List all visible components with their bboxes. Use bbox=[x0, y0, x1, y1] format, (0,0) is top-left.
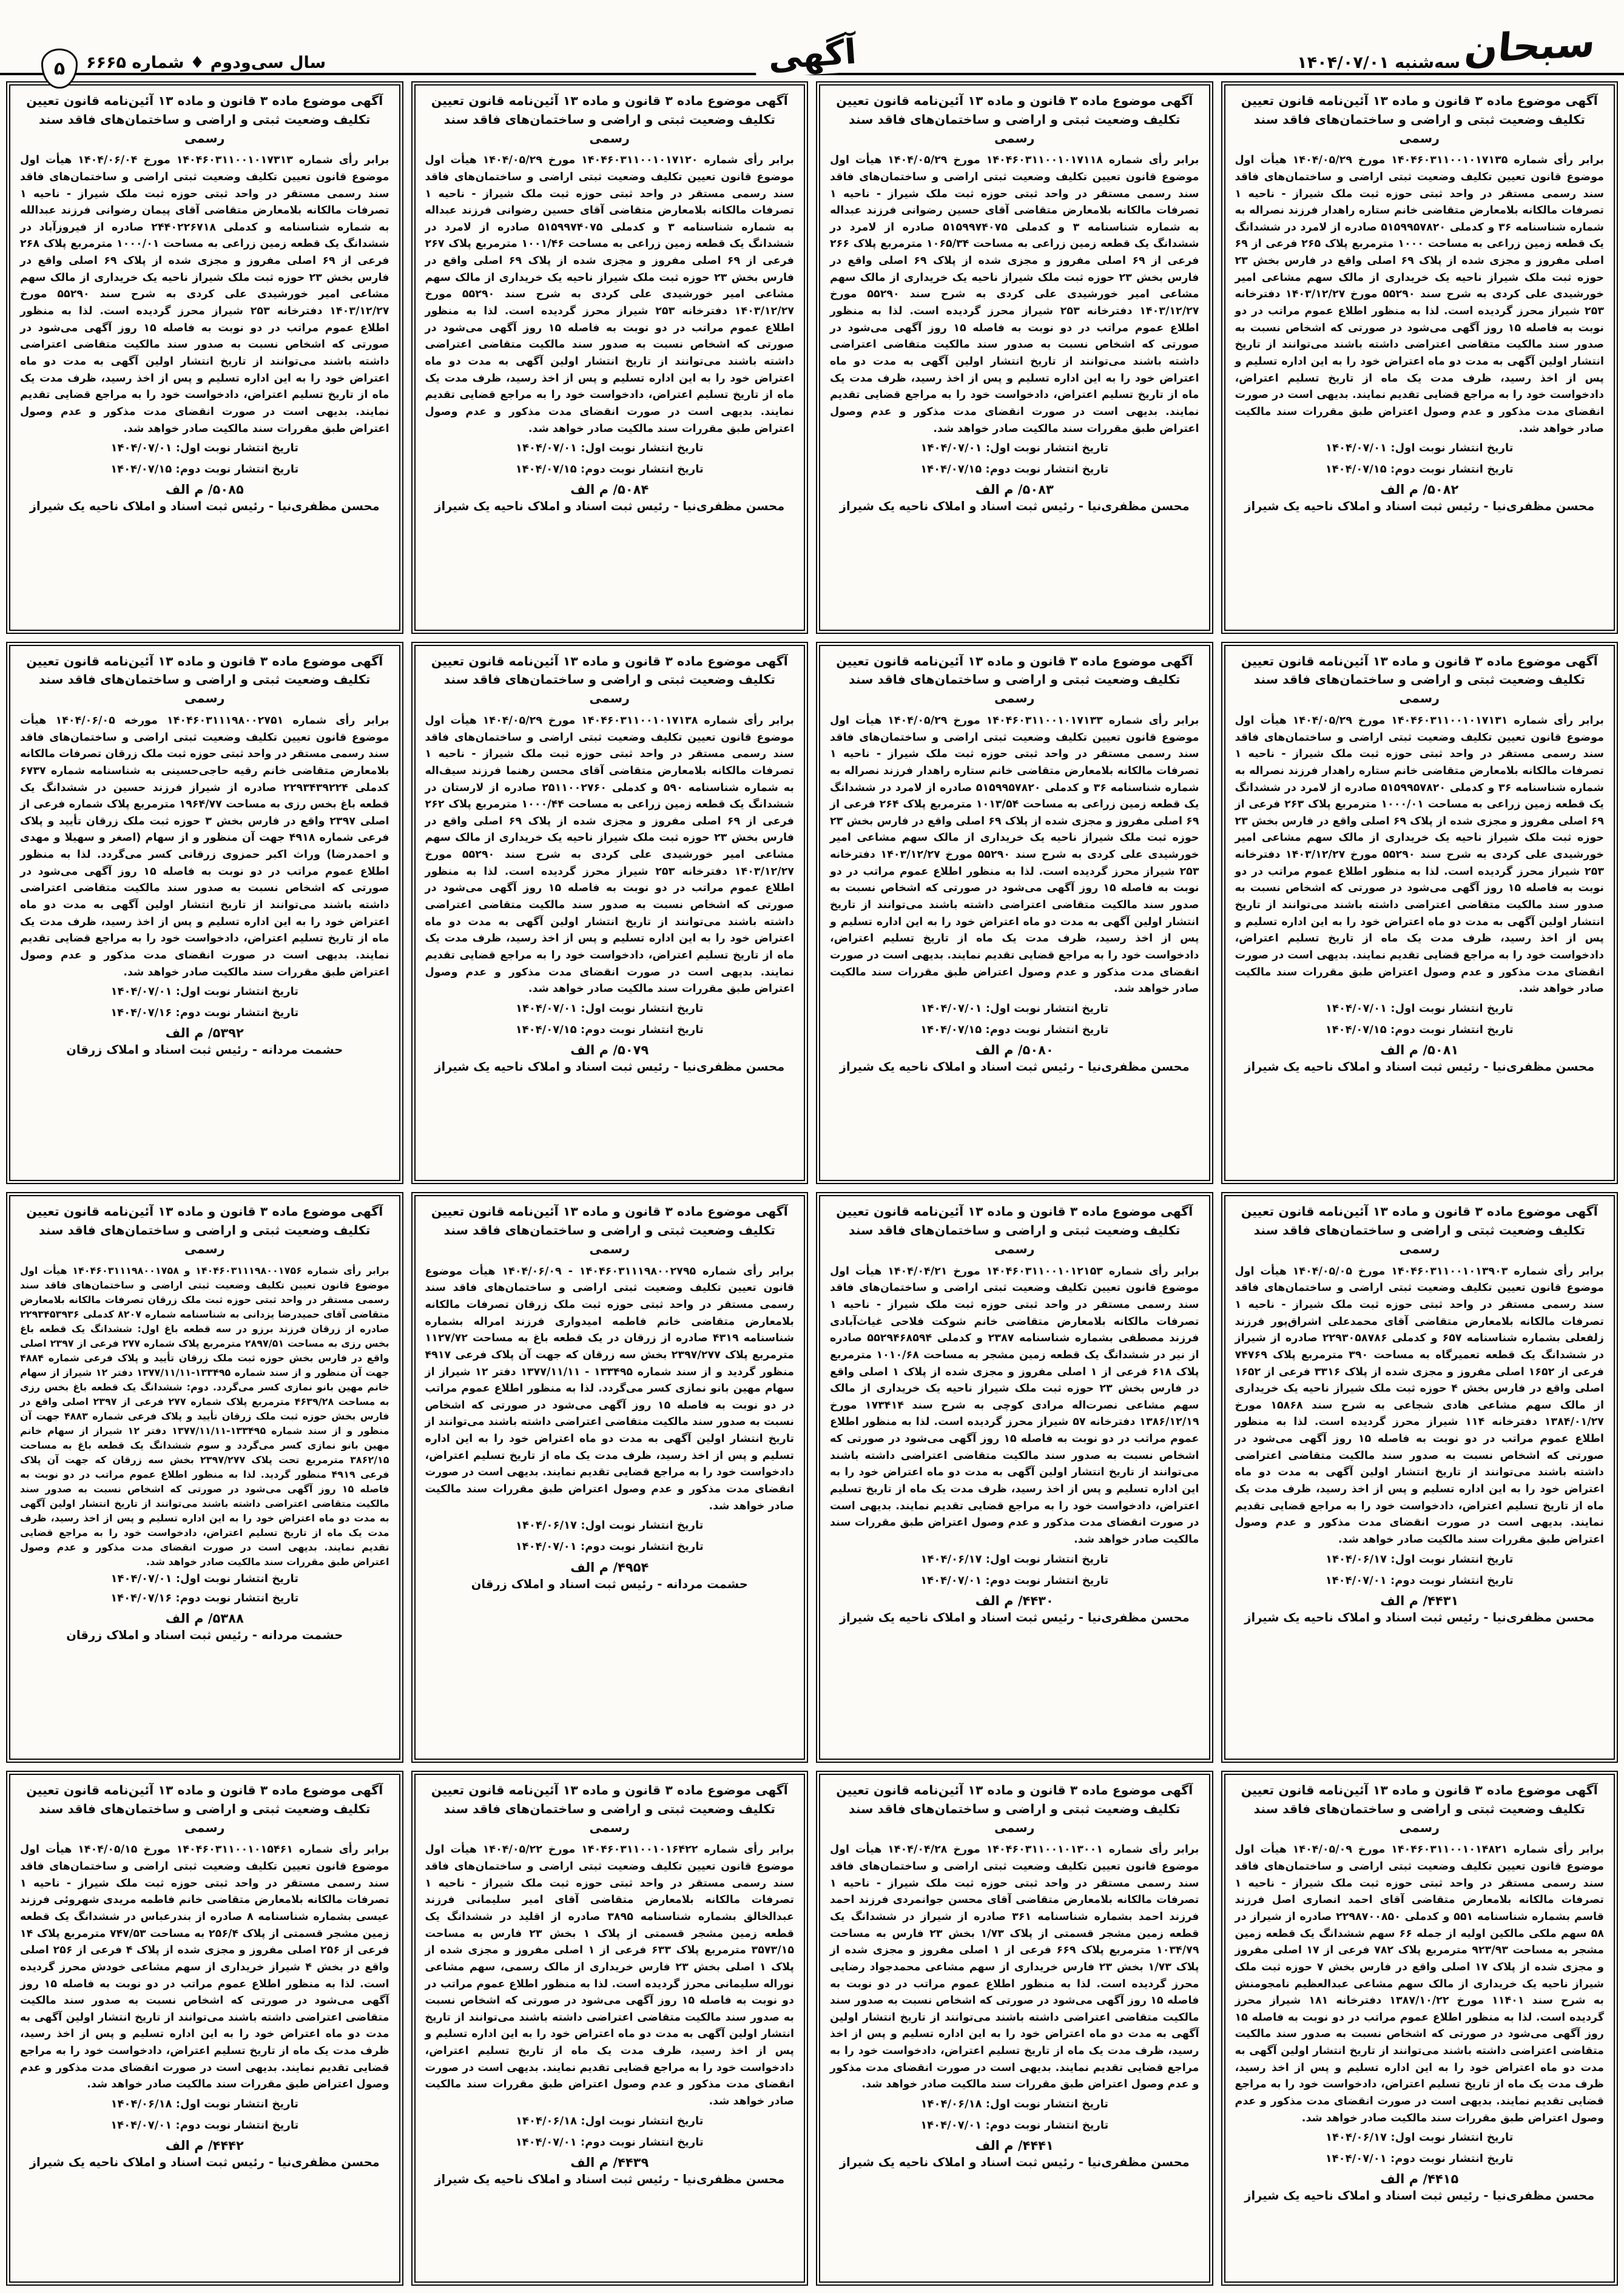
notice-title-line2: تکلیف وضعیت ثبتی و اراضی و ساختمان‌های فاقد سند رسمی bbox=[1253, 672, 1585, 706]
notice-title-line2: تکلیف وضعیت ثبتی و اراضی و ساختمان‌های فاقد سند رسمی bbox=[1253, 1223, 1585, 1256]
notice-title-line2: تکلیف وضعیت ثبتی و اراضی و ساختمان‌های فاقد سند رسمی bbox=[848, 112, 1181, 146]
legal-notice-11 bbox=[411, 1192, 809, 1763]
permit-number: ۴۴۳۰/ م الف bbox=[975, 1593, 1054, 1608]
permit-number: ۴۴۴۱/ م الف bbox=[975, 2138, 1054, 2153]
notice-body: برابر رأی شماره ۱۴۰۴۶۰۳۱۱۰۰۱۰۱۷۱۲۰ مورخ ۱۴۰۴/۰۵/۲۹ هیأت اول موضوع قانون تعیین تکلیف وضعیت ثبتی اراضی و ساختمان‌های فاقد سند رسمی مستقر در واحد ثبتی حوزه ثبت ملک شیراز - ناحیه ۱ تصرفات مالکانه بلامعارض متقاضی آقای حسین رضوانی فرزند عبداله به شماره شناسنامه ۳ و کدملی ۵۱۵۹۹۷۴۰۷۵ صادره از لامرد در ششدانگ یک قطعه زمین زراعی به مساحت ۱۰۰۱/۴۶ مترمربع پلاک ۲۶۷ فرعی از ۶۹ اصلی مفروز و مجزی شده از پلاک ۶۹ اصلی واقع در فارس بخش ۲۳ حوزه ثبت ملک شیراز ناحیه یک خریداری از مالک سهم مشاعی امیر خورشیدی علی کردی به شرح سند ۵۵۲۹۰ مورخ ۱۴۰۳/۱۲/۲۷ دفترخانه ۲۵۳ شیراز محرز گردیده است. لذا به منظور اطلاع عموم مراتب در دو نوبت به فاصله ۱۵ روز آگهی می‌شود در صورتی که اشخاص نسبت به صدور سند مالکیت متقاضی اعتراضی داشته باشند می‌توانند از تاریخ انتشار اولین آگهی به مدت دو ماه اعتراض خود را به این اداره تسلیم و پس از اخذ رسید، ظرف مدت یک ماه از تاریخ تسلیم اعتراض، دادخواست خود را به مراجع قضایی تقدیم نمایند. بدیهی است در صورت انقضای مدت مذکور و عدم وصول اعتراض طبق مقررات سند مالکیت صادر خواهد شد. bbox=[425, 154, 795, 435]
notice-title-line2: تکلیف وضعیت ثبتی و اراضی و ساختمان‌های فاقد سند رسمی bbox=[848, 672, 1181, 706]
notice-body: برابر رأی شماره ۱۴۰۴۶۰۳۱۱۰۰۱۰۱۷۱۳۸ مورخ ۱۴۰۴/۰۵/۲۹ هیأت اول موضوع قانون تعیین تکلیف وضعیت ثبتی اراضی و ساختمان‌های فاقد سند رسمی مستقر در واحد ثبتی حوزه ثبت ملک شیراز - ناحیه ۱ تصرفات مالکانه بلامعارض متقاضی آقای محسن رهنما فرزند سیف‌اله به شماره شناسنامه ۵۹۰ و کدملی ۲۵۱۱۰۰۲۷۶۰ صادره از لارستان در ششدانگ یک قطعه زمین زراعی به مساحت ۱۰۰۰/۴۴ مترمربع پلاک ۲۶۲ فرعی از ۶۹ اصلی مفروز و مجزی شده از پلاک ۶۹ اصلی واقع در فارس بخش ۲۳ حوزه ثبت ملک شیراز ناحیه یک خریداری از مالک سهم مشاعی امیر خورشیدی علی کردی به شرح سند ۵۵۲۹۰ مورخ ۱۴۰۳/۱۲/۲۷ دفترخانه ۲۵۳ شیراز محرز گردیده است. لذا به منظور اطلاع عموم مراتب در دو نوبت به فاصله ۱۵ روز آگهی می‌شود در صورتی که اشخاص نسبت به صدور سند مالکیت متقاضی اعتراضی داشته باشند می‌توانند از تاریخ انتشار اولین آگهی به مدت دو ماه اعتراض خود را به این اداره تسلیم و پس از اخذ رسید، ظرف مدت یک ماه از تاریخ تسلیم اعتراض، دادخواست خود را به مراجع قضایی تقدیم نمایند. بدیهی است در صورت انقضای مدت مذکور و عدم وصول اعتراض طبق مقررات سند مالکیت صادر خواهد شد. bbox=[425, 714, 795, 995]
second-publication-date: تاریخ انتشار نوبت دوم: ۱۴۰۴/۰۷/۱۶ bbox=[110, 1592, 299, 1605]
notice-title-line1: آگهی موضوع ماده ۳ قانون و ماده ۱۳ آئین‌نامه قانون تعیین bbox=[431, 653, 788, 668]
registrar-signature: محسن مظفری‌نیا - رئیس ثبت اسناد و املاک ناحیه یک شیراز bbox=[1244, 1610, 1595, 1625]
first-publication-date: تاریخ انتشار نوبت اول: ۱۴۰۴/۰۶/۱۸ bbox=[920, 2097, 1108, 2110]
permit-number: ۴۴۳۱/ م الف bbox=[1380, 1593, 1459, 1608]
notice-title-line2: تکلیف وضعیت ثبتی و اراضی و ساختمان‌های فاقد سند رسمی bbox=[38, 1223, 371, 1256]
registrar-signature: محسن مظفری‌نیا - رئیس ثبت اسناد و املاک ناحیه یک شیراز bbox=[1244, 1060, 1595, 1074]
first-publication-date: تاریخ انتشار نوبت اول: ۱۴۰۴/۰۷/۰۱ bbox=[110, 1572, 298, 1585]
registrar-signature: محسن مظفری‌نیا - رئیس ثبت اسناد و املاک ناحیه یک شیراز bbox=[839, 1060, 1190, 1074]
notice-title bbox=[830, 1202, 1199, 1258]
second-publication-date: تاریخ انتشار نوبت دوم: ۱۴۰۴/۰۷/۰۱ bbox=[920, 1574, 1109, 1587]
permit-number: ۴۴۱۵/ م الف bbox=[1380, 2172, 1459, 2187]
second-publication-date: تاریخ انتشار نوبت دوم: ۱۴۰۴/۰۷/۱۵ bbox=[515, 1023, 704, 1036]
notice-title-line2: تکلیف وضعیت ثبتی و اراضی و ساختمان‌های فاقد سند رسمی bbox=[38, 1801, 371, 1835]
notice-title-line1: آگهی موضوع ماده ۳ قانون و ماده ۱۳ آئین‌نامه قانون تعیین bbox=[431, 93, 788, 108]
registrar-signature: محسن مظفری‌نیا - رئیس ثبت اسناد و املاک ناحیه یک شیراز bbox=[29, 499, 380, 514]
legal-notice-15 bbox=[411, 1771, 809, 2286]
notice-body: برابر رأی شماره ۱۴۰۴۶۰۳۱۱۰۰۱۰۱۴۸۲۱ مورخ ۱۴۰۴/۰۵/۰۹ هیأت اول موضوع قانون تعیین تکلیف وضعیت ثبتی اراضی و ساختمان‌های فاقد سند رسمی مستقر در واحد ثبتی حوزه ثبت ملک شیراز - ناحیه ۱ تصرفات مالکانه بلامعارض متقاضی آقای احمد انصاری اصل فرزند قاسم بشماره شناسنامه ۵۵۱ و کدملی ۲۲۹۸۷۰۰۸۵۰ صادره از شیراز در ۵۸ سهم ملکی مالکین اولیه از جمله ۶۶ سهم ششدانگ یک قطعه زمین مشجر به مساحت ۹۲۳/۹۳ مترمربع پلاک ۷۸۲ فرعی از ۱۷ اصلی مفروز و مجزی شده از پلاک ۱۷ اصلی واقع در فارس بخش ۷ حوزه ثبت ملک شیراز ناحیه یک خریداری از مالک سهم مشاعی عبدالعظیم نامجومنش به شرح سند ۱۱۴۰۱ مورخ ۱۳۸۷/۱۰/۲۲ دفترخانه ۱۸۱ شیراز محرز گردیده است. لذا به منظور اطلاع عموم مراتب در دو نوبت به فاصله ۱۵ روز آگهی می‌شود در صورتی که اشخاص نسبت به صدور سند مالکیت متقاضی اعتراضی داشته باشند می‌توانند از تاریخ انتشار اولین آگهی به مدت دو ماه اعتراض خود را به این اداره تسلیم و پس از اخذ رسید، ظرف مدت یک ماه از تاریخ تسلیم اعتراض، دادخواست خود را به مراجع قضایی تقدیم نمایند. بدیهی است در صورت انقضای مدت مذکور و عدم وصول اعتراض طبق مقررات سند مالکیت صادر خواهد شد. bbox=[1235, 1843, 1605, 2124]
second-publication-date: تاریخ انتشار نوبت دوم: ۱۴۰۴/۰۷/۱۵ bbox=[1325, 463, 1514, 476]
registrar-signature: محسن مظفری‌نیا - رئیس ثبت اسناد و املاک ناحیه یک شیراز bbox=[839, 499, 1190, 514]
notice-body: برابر رأی شماره ۱۴۰۴۶۰۳۱۱۰۰۱۰۱۵۴۶۱ مورخ ۱۴۰۴/۰۵/۱۵ هیأت اول موضوع قانون تعیین تکلیف وضعیت ثبتی اراضی و ساختمان‌های فاقد سند رسمی مستقر در واحد ثبتی حوزه ثبت ملک شیراز - ناحیه ۱ تصرفات مالکانه بلامعارض متقاضی خانم فاطمه مریدی شهروئی فرزند عیسی بشماره شناسنامه ۸ صادره از بندرعباس در ششدانگ یک قطعه زمین مشجر قسمتی از پلاک ۲۵۶/۴ به مساحت ۷۴۷/۵۳ مترمربع پلاک ۱۴ فرعی از ۲۵۶ اصلی مفروز و مجزی شده از پلاک ۴ فرعی از ۲۵۶ اصلی واقع در بخش ۴ شیراز خریداری از سهم مشاعی خودش محرز گردیده است. لذا به منظور اطلاع عموم مراتب در دو نوبت به فاصله ۱۵ روز آگهی می‌شود در صورتی که اشخاص نسبت به صدور سند مالکیت متقاضی اعتراضی داشته باشند می‌توانند از تاریخ انتشار اولین آگهی به مدت دو ماه اعتراض خود را به این اداره تسلیم و پس از اخذ رسید، ظرف مدت یک ماه از تاریخ تسلیم اعتراض، دادخواست خود را به مراجع قضایی تقدیم نمایند. بدیهی است در صورت انقضای مدت مذکور و عدم وصول اعتراض طبق مقررات سند مالکیت صادر خواهد شد. bbox=[20, 1843, 389, 2091]
notice-body: برابر رأی شماره ۱۴۰۴۶۰۳۱۱۰۰۱۰۱۷۱۱۸ مورخ ۱۴۰۴/۰۵/۲۹ هیأت اول موضوع قانون تعیین تکلیف وضعیت ثبتی اراضی و ساختمان‌های فاقد سند رسمی مستقر در واحد ثبتی حوزه ثبت ملک شیراز - ناحیه ۱ تصرفات مالکانه بلامعارض متقاضی آقای حسین رضوانی فرزند عبداله به شماره شناسنامه ۳ و کدملی ۵۱۵۹۹۷۴۰۷۵ صادره از لامرد در ششدانگ یک قطعه زمین زراعی به مساحت ۱۰۶۵/۳۴ مترمربع پلاک ۲۶۶ فرعی از ۶۹ اصلی مفروز و مجزی شده از پلاک ۶۹ اصلی واقع در فارس بخش ۲۳ حوزه ثبت ملک شیراز ناحیه یک خریداری از مالک سهم مشاعی امیر خورشیدی علی کردی به شرح سند ۵۵۲۹۰ مورخ ۱۴۰۳/۱۲/۲۷ دفترخانه ۲۵۳ شیراز محرز گردیده است. لذا به منظور اطلاع عموم مراتب در دو نوبت به فاصله ۱۵ روز آگهی می‌شود در صورتی که اشخاص نسبت به صدور سند مالکیت متقاضی اعتراضی داشته باشند می‌توانند از تاریخ انتشار اولین آگهی به مدت دو ماه اعتراض خود را به این اداره تسلیم و پس از اخذ رسید، ظرف مدت یک ماه از تاریخ تسلیم اعتراض، دادخواست خود را به مراجع قضایی تقدیم نمایند. بدیهی است در صورت انقضای مدت مذکور و عدم وصول اعتراض طبق مقررات سند مالکیت صادر خواهد شد. bbox=[830, 154, 1199, 435]
notice-title-line1: آگهی موضوع ماده ۳ قانون و ماده ۱۳ آئین‌نامه قانون تعیین bbox=[1241, 1204, 1598, 1219]
legal-notice-16 bbox=[6, 1771, 403, 2286]
notice-title-line1: آگهی موضوع ماده ۳ قانون و ماده ۱۳ آئین‌نامه قانون تعیین bbox=[1241, 653, 1598, 668]
permit-number: ۵۰۸۵/ م الف bbox=[165, 482, 244, 497]
first-publication-date: تاریخ انتشار نوبت اول: ۱۴۰۴/۰۶/۱۷ bbox=[1326, 1552, 1514, 1566]
first-publication-date: تاریخ انتشار نوبت اول: ۱۴۰۴/۰۶/۱۸ bbox=[110, 2097, 298, 2110]
notice-body: برابر رأی شماره ۱۴۰۴۶۰۳۱۱۰۰۱۰۱۳۰۰۱ مورخ ۱۴۰۴/۰۴/۲۸ هیأت اول موضوع قانون تعیین تکلیف وضعیت ثبتی اراضی و ساختمان‌های فاقد سند رسمی مستقر در واحد ثبتی حوزه ثبت ملک شیراز - ناحیه ۱ تصرفات مالکانه بلامعارض متقاضی آقای محسن جوانمردی فرزند احمد فرزند احمد بشماره شناسنامه ۳۶۱ صادره از شیراز در ششدانگ یک قطعه زمین مشجر قسمتی از پلاک ۱/۷۳ بخش ۲۳ فارس به مساحت ۱۰۳۴/۷۹ مترمربع پلاک ۶۶۹ فرعی از ۱ اصلی مفروز و مجزی شده از پلاک ۱/۷۳ بخش ۲۳ فارس خریداری از سهم مشاعی محمدجواد رضایی محرز گردیده است. لذا به منظور اطلاع عموم مراتب در دو نوبت به فاصله ۱۵ روز آگهی می‌شود در صورتی که اشخاص نسبت به صدور سند مالکیت متقاضی اعتراضی داشته باشند می‌توانند از تاریخ انتشار اولین آگهی به مدت دو ماه اعتراض خود را به این اداره تسلیم و پس از اخذ رسید، ظرف مدت یک ماه از تاریخ تسلیم اعتراض، دادخواست خود را به مراجع قضایی تقدیم نمایند. بدیهی است در صورت انقضای مدت مذکور و عدم وصول اعتراض طبق مقررات سند مالکیت صادر خواهد شد. bbox=[830, 1843, 1199, 2091]
permit-number: ۵۰۸۰/ م الف bbox=[975, 1043, 1054, 1058]
permit-number: ۵۰۸۴/ م الف bbox=[570, 482, 649, 497]
first-publication-date: تاریخ انتشار نوبت اول: ۱۴۰۴/۰۷/۰۱ bbox=[920, 1002, 1108, 1015]
notice-body: برابر رأی شماره ۱۴۰۴۶۰۳۱۱۱۹۸۰۰۱۷۵۶ و ۱۴۰۴۶۰۳۱۱۱۹۸۰۰۱۷۵۸ هیأت اول موضوع قانون تعیین تکلیف وضعیت ثبتی اراضی و ساختمان‌های فاقد سند رسمی مستقر در واحد ثبتی حوزه ثبت ملک زرقان تصرفات مالکانه بلامعارض متقاضی آقای حمیدرضا یزدانی به شناسنامه شماره ۸۲۰۷ کدملی ۲۲۹۳۴۵۳۹۳۶ صادره از زرقان فرزند برزو در سه قطعه باغ اول: ششدانگ یک قطعه باغ بخس رزی به مساحت ۲۸۹۷/۵۱ مترمربع پلاک شماره ۲۷۷ فرعی از ۲۳۹۷ اصلی واقع در فارس بخش حوزه ثبت ملک زرقان تأیید و پلاک فرعی شماره ۴۸۸۴ جهت آن منظور و از سند شماره ۱۳۳۴۹۵-۱۳۷۷/۱۱/۱۱ دفتر ۱۲ شیراز از سهام خانم مهین بانو نمازی کسر می‌گردد. دوم: ششدانگ یک قطعه باغ بخس رزی به مساحت ۴۶۳۹/۲۸ مترمربع پلاک شماره ۲۷۷ فرعی از ۲۳۹۷ اصلی واقع در فارس بخش حوزه ثبت ملک زرقان تأیید و پلاک فرعی شماره ۴۸۸۳ جهت آن منظور و از سند شماره ۱۳۳۴۹۵-۱۳۷۷/۱۱/۱۱ دفتر ۱۲ شیراز از سهام خانم مهین بانو نمازی کسر می‌گردد و سوم ششدانگ یک قطعه باغ به مساحت ۳۸۶۲/۱۵ مترمربع تحت پلاک ۲۳۹۷/۲۷۷ بخش سه زرقان که جهت آن پلاک فرعی ۴۹۱۹ منظور گردید. لذا به منظور اطلاع عموم مراتب در دو نوبت به فاصله ۱۵ روز آگهی می‌شود در صورتی که اشخاص نسبت به صدور سند مالکیت متقاضی اعتراضی داشته باشند می‌توانند از تاریخ انتشار اولین آگهی به مدت دو ماه اعتراض خود را به این اداره تسلیم و پس از اخذ رسید، ظرف مدت یک ماه از تاریخ تسلیم اعتراض، دادخواست خود را به مراجع قضایی تقدیم نمایند. بدیهی است در صورت انقضای مدت مذکور و عدم وصول اعتراض طبق مقررات سند مالکیت صادر خواهد شد. bbox=[20, 1264, 389, 1567]
notice-title-line2: تکلیف وضعیت ثبتی و اراضی و ساختمان‌های فاقد سند رسمی bbox=[848, 1801, 1181, 1835]
notice-body: برابر رأی شماره ۱۴۰۴۶۰۳۱۱۰۰۱۰۱۷۱۳۳ مورخ ۱۴۰۴/۰۵/۲۹ هیأت اول موضوع قانون تعیین تکلیف وضعیت ثبتی اراضی و ساختمان‌های فاقد سند رسمی مستقر در واحد ثبتی حوزه ثبت ملک شیراز - ناحیه ۱ تصرفات مالکانه بلامعارض متقاضی خانم ستاره راهدار فرزند نصراله به شماره شناسنامه ۳۶ و کدملی ۵۱۵۹۹۵۷۸۲۰ صادره از لامرد در ششدانگ یک قطعه زمین زراعی به مساحت ۱۰۱۳/۵۴ مترمربع پلاک ۲۶۴ فرعی از ۶۹ اصلی مفروز و مجزی شده از پلاک ۶۹ اصلی واقع در فارس بخش ۲۳ حوزه ثبت ملک شیراز ناحیه یک خریداری از مالک سهم مشاعی امیر خورشیدی علی کردی به شرح سند ۵۵۲۹۰ مورخ ۱۴۰۳/۱۲/۲۷ دفترخانه ۲۵۳ شیراز محرز گردیده است. لذا به منظور اطلاع عموم مراتب در دو نوبت به فاصله ۱۵ روز آگهی می‌شود در صورتی که اشخاص نسبت به صدور سند مالکیت متقاضی اعتراضی داشته باشند می‌توانند از تاریخ انتشار اولین آگهی به مدت دو ماه اعتراض خود را به این اداره تسلیم و پس از اخذ رسید، ظرف مدت یک ماه از تاریخ تسلیم اعتراض، دادخواست خود را به مراجع قضایی تقدیم نمایند. بدیهی است در صورت انقضای مدت مذکور و عدم وصول اعتراض طبق مقررات سند مالکیت صادر خواهد شد. bbox=[830, 714, 1199, 995]
registrar-signature: حشمت مردانه - رئیس ثبت اسناد و املاک زرقان bbox=[471, 1577, 748, 1591]
notice-title bbox=[425, 1781, 795, 1837]
permit-number: ۴۴۳۹/ م الف bbox=[570, 2155, 649, 2170]
registrar-signature: محسن مظفری‌نیا - رئیس ثبت اسناد و املاک ناحیه یک شیراز bbox=[434, 2172, 785, 2186]
first-publication-date: تاریخ انتشار نوبت اول: ۱۴۰۴/۰۶/۱۷ bbox=[1326, 2131, 1514, 2144]
notice-title-line1: آگهی موضوع ماده ۳ قانون و ماده ۱۳ آئین‌نامه قانون تعیین bbox=[26, 1204, 383, 1219]
notice-title-line2: تکلیف وضعیت ثبتی و اراضی و ساختمان‌های فاقد سند رسمی bbox=[443, 672, 775, 706]
notice-title bbox=[20, 652, 389, 708]
second-publication-date: تاریخ انتشار نوبت دوم: ۱۴۰۴/۰۷/۱۵ bbox=[1325, 1023, 1514, 1036]
legal-notice-10 bbox=[816, 1192, 1213, 1763]
notice-title-line1: آگهی موضوع ماده ۳ قانون و ماده ۱۳ آئین‌نامه قانون تعیین bbox=[26, 653, 383, 668]
permit-number: ۵۰۸۳/ م الف bbox=[975, 482, 1054, 497]
legal-notice-2 bbox=[816, 81, 1213, 634]
notice-title-line1: آگهی موضوع ماده ۳ قانون و ماده ۱۳ آئین‌نامه قانون تعیین bbox=[26, 1783, 383, 1798]
first-publication-date: تاریخ انتشار نوبت اول: ۱۴۰۴/۰۶/۱۸ bbox=[516, 2114, 704, 2127]
issue-info: سال سی‌ودوم ♦ شماره ۶۶۶۵ bbox=[86, 53, 326, 72]
legal-notice-13 bbox=[1221, 1771, 1619, 2286]
registrar-signature: محسن مظفری‌نیا - رئیس ثبت اسناد و املاک ناحیه یک شیراز bbox=[29, 2155, 380, 2170]
first-publication-date: تاریخ انتشار نوبت اول: ۱۴۰۴/۰۷/۰۱ bbox=[110, 985, 298, 998]
notice-body: برابر رأی شماره ۱۴۰۴۶۰۳۱۱۰۰۱۰۱۶۴۲۲ مورخ ۱۴۰۴/۰۵/۲۲ هیأت اول موضوع قانون تعیین تکلیف وضعیت ثبتی اراضی و ساختمان‌های فاقد سند رسمی مستقر در واحد ثبتی حوزه ثبت ملک شیراز - ناحیه ۱ تصرفات مالکانه بلامعارض متقاضی آقای امیر سلیمانی فرزند عبدالخالق بشماره شناسنامه ۳۸۹۵ صادره از اقلید در ششدانگ یک قطعه زمین مشجر قسمتی از پلاک ۱ بخش ۲۳ فارس به مساحت ۳۵۷۳/۱۵ مترمربع پلاک ۶۳۳ فرعی از ۱ اصلی مفروز و مجزی شده از پلاک ۱ اصلی بخش ۲۳ فارس خریداری از مالک رسمی، سهم مشاعی نوراله سلیمانی محرز گردیده است. لذا به منظور اطلاع عموم مراتب در دو نوبت به فاصله ۱۵ روز آگهی می‌شود در صورتی که اشخاص نسبت به صدور سند مالکیت متقاضی اعتراضی داشته باشند می‌توانند از تاریخ انتشار اولین آگهی به مدت دو ماه اعتراض خود را به این اداره تسلیم و پس از اخذ رسید، ظرف مدت یک ماه از تاریخ تسلیم اعتراض، دادخواست خود را به مراجع قضایی تقدیم نمایند. بدیهی است در صورت انقضای مدت مذکور و عدم وصول اعتراض طبق مقررات سند مالکیت صادر خواهد شد. bbox=[425, 1843, 795, 2107]
notice-title-line1: آگهی موضوع ماده ۳ قانون و ماده ۱۳ آئین‌نامه قانون تعیین bbox=[1241, 1783, 1598, 1798]
notice-body: برابر رأی شماره ۱۴۰۴۶۰۳۱۱۱۹۸۰۰۲۷۹۵ - ۱۴۰۴/۰۶/۰۹ هیأت موضوع قانون تعیین تکلیف وضعیت ثبتی اراضی و ساختمان‌های فاقد سند رسمی مستقر در واحد ثبتی حوزه ثبت ملک زرقان تصرفات مالکانه بلامعارض متقاضی خانم فاطمه امیدواری فرزند امراله بشماره شناسنامه ۴۳۱۹ صادره از زرقان در یک قطعه باغ به مساحت ۱۱۲۷/۷۲ مترمربع پلاک ۲۳۹۷/۲۷۷ بخش سه زرقان که جهت آن پلاک فرعی ۴۹۱۷ منظور گردید و از سند شماره ۱۳۳۴۹۵ - ۱۳۷۷/۱۱/۱۱ دفتر ۱۲ شیراز از سهام مهین بانو نمازی کسر می‌گردد. لذا به منظور اطلاع عموم مراتب در دو نوبت به فاصله ۱۵ روز آگهی می‌شود در صورتی که اشخاص نسبت به صدور سند مالکیت متقاضی اعتراضی داشته باشند می‌توانند از تاریخ انتشار اولین آگهی به مدت دو ماه اعتراض خود را به این اداره تسلیم و پس از اخذ رسید، ظرف مدت یک ماه از تاریخ تسلیم اعتراض، دادخواست خود را به مراجع قضایی تقدیم نمایند. بدیهی است در صورت انقضای مدت مذکور و عدم وصول اعتراض طبق مقررات سند مالکیت صادر خواهد شد. bbox=[425, 1265, 795, 1512]
notice-body: برابر رأی شماره ۱۴۰۴۶۰۳۱۱۰۰۱۰۱۷۱۳۵ مورخ ۱۴۰۴/۰۵/۲۹ هیأت اول موضوع قانون تعیین تکلیف وضعیت ثبتی اراضی و ساختمان‌های فاقد سند رسمی مستقر در واحد ثبتی حوزه ثبت ملک شیراز - ناحیه ۱ تصرفات مالکانه بلامعارض متقاضی خانم ستاره راهدار فرزند نصراله به شماره شناسنامه ۳۶ و کدملی ۵۱۵۹۹۵۷۸۲۰ صادره از لامرد در ششدانگ یک قطعه زمین زراعی به مساحت ۱۰۰۰ مترمربع پلاک ۲۶۵ فرعی از ۶۹ اصلی مفروز و مجزی شده از پلاک ۶۹ اصلی واقع در فارس بخش ۲۳ حوزه ثبت ملک شیراز ناحیه یک خریداری از مالک سهم مشاعی امیر خورشیدی علی کردی به شرح سند ۵۵۲۹۰ مورخ ۱۴۰۳/۱۲/۲۷ دفترخانه ۲۵۳ شیراز محرز گردیده است. لذا به منظور اطلاع عموم مراتب در دو نوبت به فاصله ۱۵ روز آگهی می‌شود در صورتی که اشخاص نسبت به صدور سند مالکیت متقاضی اعتراضی داشته باشند می‌توانند از تاریخ انتشار اولین آگهی به مدت دو ماه اعتراض خود را به این اداره تسلیم و پس از اخذ رسید، ظرف مدت یک ماه از تاریخ تسلیم اعتراض، دادخواست خود را به مراجع قضایی تقدیم نمایند. بدیهی است در صورت انقضای مدت مذکور و عدم وصول اعتراض طبق مقررات سند مالکیت صادر خواهد شد. bbox=[1235, 154, 1604, 435]
notice-body: برابر رأی شماره ۱۴۰۴۶۰۳۱۱۱۹۸۰۰۲۷۵۱ مورخه ۱۴۰۴/۰۶/۰۵ هیأت موضوع قانون تعیین تکلیف وضعیت ثبتی اراضی و ساختمان‌های فاقد سند رسمی مستقر در واحد ثبتی حوزه ثبت ملک زرقان تصرفات مالکانه بلامعارض متقاضی خانم رقیه حاجی‌حسینی به شناسنامه شماره ۶۷۳۷ کدملی ۲۲۹۳۴۳۹۲۲۴ صادره از شیراز فرزند حسین در ششدانگ یک قطعه باغ بخس رزی به مساحت ۱۹۶۴/۷۷ مترمربع پلاک شماره فرعی از اصلی ۲۳۹۷ واقع در فارس بخش ۳ حوزه ثبت ملک زرقان تأیید و پلاک فرعی شماره ۴۹۱۸ جهت آن منظور و از سهام (اصغر و سهیلا و مهدی و احمدرضا) وراث اکبر حمزوی زرقانی کسر می‌گردد. لذا به منظور اطلاع عموم مراتب در دو نوبت به فاصله ۱۵ روز آگهی می‌شود در صورتی که اشخاص نسبت به صدور سند مالکیت متقاضی اعتراضی داشته باشند می‌توانند از تاریخ انتشار اولین آگهی به مدت دو ماه اعتراض خود را به این اداره تسلیم و پس از اخذ رسید، ظرف مدت یک ماه از تاریخ تسلیم اعتراض، دادخواست خود را به مراجع قضایی تقدیم نمایند. بدیهی است در صورت انقضای مدت مذکور و عدم وصول اعتراض طبق مقررات سند مالکیت صادر خواهد شد. bbox=[20, 714, 389, 978]
notice-title bbox=[830, 1781, 1199, 1837]
notice-title-line1: آگهی موضوع ماده ۳ قانون و ماده ۱۳ آئین‌نامه قانون تعیین bbox=[836, 1783, 1193, 1798]
second-publication-date: تاریخ انتشار نوبت دوم: ۱۴۰۴/۰۷/۱۶ bbox=[110, 1006, 299, 1020]
permit-number: ۵۳۸۸/ م الف bbox=[165, 1611, 244, 1626]
notice-title bbox=[830, 92, 1199, 147]
notice-title-line2: تکلیف وضعیت ثبتی و اراضی و ساختمان‌های فاقد سند رسمی bbox=[443, 112, 775, 146]
second-publication-date: تاریخ انتشار نوبت دوم: ۱۴۰۴/۰۷/۰۱ bbox=[110, 2119, 299, 2132]
legal-notice-1 bbox=[1221, 81, 1619, 634]
second-publication-date: تاریخ انتشار نوبت دوم: ۱۴۰۴/۰۷/۰۱ bbox=[515, 1540, 704, 1554]
second-publication-date: تاریخ انتشار نوبت دوم: ۱۴۰۴/۰۷/۰۱ bbox=[920, 2119, 1109, 2132]
registrar-signature: محسن مظفری‌نیا - رئیس ثبت اسناد و املاک ناحیه یک شیراز bbox=[1244, 499, 1595, 514]
page-number: ۵ bbox=[53, 58, 66, 79]
paper-logo: سبحان bbox=[1463, 21, 1597, 73]
first-publication-date: تاریخ انتشار نوبت اول: ۱۴۰۴/۰۷/۰۱ bbox=[920, 442, 1108, 455]
legal-notice-7 bbox=[411, 642, 809, 1185]
legal-notice-12 bbox=[6, 1192, 403, 1763]
notice-title-line1: آگهی موضوع ماده ۳ قانون و ماده ۱۳ آئین‌نامه قانون تعیین bbox=[1241, 93, 1598, 108]
notice-body: برابر رأی شماره ۱۴۰۴۶۰۳۱۱۰۰۱۰۱۷۱۳۱ مورخ ۱۴۰۴/۰۵/۲۹ هیأت اول موضوع قانون تعیین تکلیف وضعیت ثبتی اراضی و ساختمان‌های فاقد سند رسمی مستقر در واحد ثبتی حوزه ثبت ملک شیراز - ناحیه ۱ تصرفات مالکانه بلامعارض متقاضی خانم ستاره راهدار فرزند نصراله به شماره شناسنامه ۳۶ و کدملی ۵۱۵۹۹۵۷۸۲۰ صادره از لامرد در ششدانگ یک قطعه زمین زراعی به مساحت ۱۰۰۰/۰۱ مترمربع پلاک ۲۶۳ فرعی از ۶۹ اصلی مفروز و مجزی شده از پلاک ۶۹ اصلی واقع در فارس بخش ۲۳ حوزه ثبت ملک شیراز ناحیه یک خریداری از مالک سهم مشاعی امیر خورشیدی علی کردی به شرح سند ۵۵۲۹۰ مورخ ۱۴۰۳/۱۲/۲۷ دفترخانه ۲۵۳ شیراز محرز گردیده است. لذا به منظور اطلاع عموم مراتب در دو نوبت به فاصله ۱۵ روز آگهی می‌شود در صورتی که اشخاص نسبت به صدور سند مالکیت متقاضی اعتراضی داشته باشند می‌توانند از تاریخ انتشار اولین آگهی به مدت دو ماه اعتراض خود را به این اداره تسلیم و پس از اخذ رسید، ظرف مدت یک ماه از تاریخ تسلیم اعتراض، دادخواست خود را به مراجع قضایی تقدیم نمایند. بدیهی است در صورت انقضای مدت مذکور و عدم وصول اعتراض طبق مقررات سند مالکیت صادر خواهد شد. bbox=[1235, 714, 1605, 995]
notice-title bbox=[1235, 652, 1605, 708]
notice-title-line2: تکلیف وضعیت ثبتی و اراضی و ساختمان‌های فاقد سند رسمی bbox=[1253, 1801, 1585, 1835]
first-publication-date: تاریخ انتشار نوبت اول: ۱۴۰۴/۰۷/۰۱ bbox=[110, 442, 298, 455]
page-header bbox=[0, 0, 1624, 80]
legal-notice-3 bbox=[411, 81, 809, 634]
legal-notice-4 bbox=[6, 81, 403, 634]
notice-title bbox=[20, 1781, 389, 1837]
legal-notice-8 bbox=[6, 642, 403, 1185]
notice-title-line2: تکلیف وضعیت ثبتی و اراضی و ساختمان‌های فاقد سند رسمی bbox=[1253, 112, 1585, 146]
notice-title-line2: تکلیف وضعیت ثبتی و اراضی و ساختمان‌های فاقد سند رسمی bbox=[848, 1223, 1181, 1256]
legal-notice-6 bbox=[816, 642, 1213, 1185]
second-publication-date: تاریخ انتشار نوبت دوم: ۱۴۰۴/۰۷/۱۵ bbox=[920, 1023, 1109, 1036]
notice-title bbox=[425, 92, 795, 147]
second-publication-date: تاریخ انتشار نوبت دوم: ۱۴۰۴/۰۷/۰۱ bbox=[515, 2135, 704, 2149]
second-publication-date: تاریخ انتشار نوبت دوم: ۱۴۰۴/۰۷/۱۵ bbox=[110, 463, 299, 476]
notices-grid bbox=[6, 81, 1618, 2286]
notice-title bbox=[425, 1202, 795, 1258]
permit-number: ۵۰۸۲/ م الف bbox=[1380, 482, 1459, 497]
first-publication-date: تاریخ انتشار نوبت اول: ۱۴۰۴/۰۷/۰۱ bbox=[1326, 1002, 1514, 1015]
notice-title bbox=[1235, 92, 1605, 147]
notice-title-line2: تکلیف وضعیت ثبتی و اراضی و ساختمان‌های فاقد سند رسمی bbox=[443, 1223, 775, 1256]
notice-title bbox=[20, 92, 389, 147]
notice-title bbox=[830, 652, 1199, 708]
registrar-signature: حشمت مردانه - رئیس ثبت اسناد و املاک زرقان bbox=[66, 1628, 343, 1642]
notice-title bbox=[425, 652, 795, 708]
registrar-signature: محسن مظفری‌نیا - رئیس ثبت اسناد و املاک ناحیه یک شیراز bbox=[1244, 2189, 1595, 2203]
notice-title-line1: آگهی موضوع ماده ۳ قانون و ماده ۱۳ آئین‌نامه قانون تعیین bbox=[836, 1204, 1193, 1219]
first-publication-date: تاریخ انتشار نوبت اول: ۱۴۰۴/۰۷/۰۱ bbox=[516, 1002, 704, 1015]
first-publication-date: تاریخ انتشار نوبت اول: ۱۴۰۴/۰۶/۱۷ bbox=[516, 1519, 704, 1532]
notice-title-line2: تکلیف وضعیت ثبتی و اراضی و ساختمان‌های فاقد سند رسمی bbox=[443, 1801, 775, 1835]
notice-title bbox=[20, 1202, 389, 1258]
notice-title-line2: تکلیف وضعیت ثبتی و اراضی و ساختمان‌های فاقد سند رسمی bbox=[38, 112, 371, 146]
notice-title bbox=[1235, 1202, 1605, 1258]
second-publication-date: تاریخ انتشار نوبت دوم: ۱۴۰۴/۰۷/۱۵ bbox=[515, 463, 704, 476]
first-publication-date: تاریخ انتشار نوبت اول: ۱۴۰۴/۰۷/۰۱ bbox=[1326, 442, 1514, 455]
notice-title bbox=[1235, 1781, 1605, 1837]
permit-number: ۵۰۸۱/ م الف bbox=[1380, 1043, 1459, 1058]
first-publication-date: تاریخ انتشار نوبت اول: ۱۴۰۴/۰۷/۰۱ bbox=[516, 442, 704, 455]
permit-number: ۴۹۵۴/ م الف bbox=[570, 1560, 649, 1575]
notice-body: برابر رأی شماره ۱۴۰۴۶۰۳۱۱۰۰۱۰۱۳۹۰۳ مورخ ۱۴۰۴/۰۵/۰۵ هیأت اول موضوع قانون تعیین تکلیف وضعیت ثبتی اراضی و ساختمان‌های فاقد سند رسمی مستقر در واحد ثبتی حوزه ثبت ملک شیراز - ناحیه ۱ تصرفات مالکانه بلامعارض متقاضی آقای محمدعلی اشراق‌پور فرزند زلفعلی بشماره شناسنامه ۶۵۷ و کدملی ۲۲۹۳۰۵۸۷۸۶ صادره از شیراز در ششدانگ یک قطعه تعمیرگاه به مساحت ۳۹۰ مترمربع پلاک ۷۴۷۶۹ فرعی از ۱۶۵۲ اصلی مفروز و مجزی شده از پلاک ۳۳۱۶ فرعی از ۱۶۵۲ اصلی واقع در فارس بخش ۴ حوزه ثبت ملک شیراز ناحیه یک خریداری از مالک سهم مشاعی هادی شجاعی به شرح سند ۱۵۸۶۸ مورخ ۱۳۸۴/۰۱/۲۷ دفترخانه ۱۱۴ شیراز محرز گردیده است. لذا به منظور اطلاع عموم مراتب در دو نوبت به فاصله ۱۵ روز آگهی می‌شود در صورتی که اشخاص نسبت به صدور سند مالکیت متقاضی اعتراضی داشته باشند می‌توانند از تاریخ انتشار اولین آگهی به مدت دو ماه اعتراض خود را به این اداره تسلیم و پس از اخذ رسید، ظرف مدت یک ماه از تاریخ تسلیم اعتراض، دادخواست خود را به مراجع قضایی تقدیم نمایند. بدیهی است در صورت انقضای مدت مذکور و عدم وصول اعتراض طبق مقررات سند مالکیت صادر خواهد شد. bbox=[1235, 1265, 1604, 1546]
notice-body: برابر رأی شماره ۱۴۰۴۶۰۳۱۱۰۰۱۰۱۷۳۱۳ مورخ ۱۴۰۴/۰۶/۰۴ هیأت اول موضوع قانون تعیین تکلیف وضعیت ثبتی اراضی و ساختمان‌های فاقد سند رسمی مستقر در واحد ثبتی حوزه ثبت ملک شیراز - ناحیه ۱ تصرفات مالکانه بلامعارض متقاضی آقای پیمان رضوانی فرزند عبدالله به شماره شناسنامه و کدملی ۲۴۴۰۲۲۶۷۱۸ صادره از فیروزآباد در ششدانگ یک قطعه زمین زراعی به مساحت ۱۰۰۰/۰۱ مترمربع پلاک ۲۶۸ فرعی از ۶۹ اصلی مفروز و مجزی شده از پلاک ۶۹ اصلی واقع در فارس بخش ۲۳ حوزه ثبت ملک شیراز ناحیه یک خریداری از مالک سهم مشاعی امیر خورشیدی علی کردی به شرح سند ۵۵۲۹۰ مورخ ۱۴۰۳/۱۲/۲۷ دفترخانه ۲۵۳ شیراز محرز گردیده است. لذا به منظور اطلاع عموم مراتب در دو نوبت به فاصله ۱۵ روز آگهی می‌شود در صورتی که اشخاص نسبت به صدور سند مالکیت متقاضی اعتراضی داشته باشند می‌توانند از تاریخ انتشار اولین آگهی به مدت دو ماه اعتراض خود را به این اداره تسلیم و پس از اخذ رسید، ظرف مدت یک ماه از تاریخ تسلیم اعتراض، دادخواست خود را به مراجع قضایی تقدیم نمایند. بدیهی است در صورت انقضای مدت مذکور و عدم وصول اعتراض طبق مقررات سند مالکیت صادر خواهد شد. bbox=[20, 154, 389, 435]
permit-number: ۴۴۴۲/ م الف bbox=[165, 2138, 244, 2153]
notice-body: برابر رأی شماره ۱۴۰۴۶۰۳۱۱۰۰۱۰۱۲۱۵۳ مورخ ۱۴۰۴/۰۴/۲۱ هیأت اول موضوع قانون تعیین تکلیف وضعیت ثبتی اراضی و ساختمان‌های فاقد سند رسمی مستقر در واحد ثبتی حوزه ثبت ملک شیراز - ناحیه ۱ تصرفات مالکانه بلامعارض متقاضی خانم شوکت فلاحی غیاث‌آبادی فرزند مصطفی بشماره شناسنامه ۲۳۸۷ و کدملی ۵۵۲۹۴۶۸۵۹۴ صادره از نیر در ششدانگ یک قطعه زمین مشجر به مساحت ۱۰۱۰/۶۸ مترمربع پلاک ۶۱۸ فرعی از ۱ اصلی مفروز و مجزی شده از پلاک ۱ اصلی واقع در فارس بخش ۲۳ حوزه ثبت ملک شیراز ناحیه یک خریداری از مالک سهم مشاعی نصرت‌اله مرادی کوچی به شرح سند ۱۷۳۴۱۴ مورخ ۱۳۸۶/۱۲/۱۹ دفترخانه ۵۷ شیراز محرز گردیده است. لذا به منظور اطلاع عموم مراتب در دو نوبت به فاصله ۱۵ روز آگهی می‌شود در صورتی که اشخاص نسبت به صدور سند مالکیت متقاضی اعتراضی داشته باشند می‌توانند از تاریخ انتشار اولین آگهی به مدت دو ماه اعتراض خود را به این اداره تسلیم و پس از اخذ رسید، ظرف مدت یک ماه از تاریخ تسلیم اعتراض، دادخواست خود را به مراجع قضایی تقدیم نمایند. بدیهی است در صورت انقضای مدت مذکور و عدم وصول اعتراض طبق مقررات سند مالکیت صادر خواهد شد. bbox=[830, 1265, 1199, 1546]
section-logo: آگهی bbox=[753, 31, 871, 78]
registrar-signature: حشمت مردانه - رئیس ثبت اسناد و املاک زرقان bbox=[66, 1043, 343, 1057]
publication-date: سه‌شنبه ۱۴۰۴/۰۷/۰۱ bbox=[1297, 53, 1460, 72]
notice-title-line1: آگهی موضوع ماده ۳ قانون و ماده ۱۳ آئین‌نامه قانون تعیین bbox=[431, 1783, 788, 1798]
notice-title-line1: آگهی موضوع ماده ۳ قانون و ماده ۱۳ آئین‌نامه قانون تعیین bbox=[836, 93, 1193, 108]
notice-title-line2: تکلیف وضعیت ثبتی و اراضی و ساختمان‌های فاقد سند رسمی bbox=[38, 672, 371, 706]
legal-notice-5 bbox=[1221, 642, 1619, 1185]
permit-number: ۵۳۹۲/ م الف bbox=[165, 1026, 244, 1041]
notice-title-line1: آگهی موضوع ماده ۳ قانون و ماده ۱۳ آئین‌نامه قانون تعیین bbox=[26, 93, 383, 108]
registrar-signature: محسن مظفری‌نیا - رئیس ثبت اسناد و املاک ناحیه یک شیراز bbox=[839, 2155, 1190, 2170]
registrar-signature: محسن مظفری‌نیا - رئیس ثبت اسناد و املاک ناحیه یک شیراز bbox=[434, 1060, 785, 1074]
notice-title-line1: آگهی موضوع ماده ۳ قانون و ماده ۱۳ آئین‌نامه قانون تعیین bbox=[836, 653, 1193, 668]
permit-number: ۵۰۷۹/ م الف bbox=[570, 1043, 649, 1058]
registrar-signature: محسن مظفری‌نیا - رئیس ثبت اسناد و املاک ناحیه یک شیراز bbox=[434, 499, 785, 514]
notice-title-line1: آگهی موضوع ماده ۳ قانون و ماده ۱۳ آئین‌نامه قانون تعیین bbox=[431, 1204, 788, 1219]
second-publication-date: تاریخ انتشار نوبت دوم: ۱۴۰۴/۰۷/۰۱ bbox=[1325, 1574, 1514, 1587]
legal-notice-14 bbox=[816, 1771, 1213, 2286]
registrar-signature: محسن مظفری‌نیا - رئیس ثبت اسناد و املاک ناحیه یک شیراز bbox=[839, 1610, 1190, 1625]
legal-notice-9 bbox=[1221, 1192, 1619, 1763]
first-publication-date: تاریخ انتشار نوبت اول: ۱۴۰۴/۰۶/۱۷ bbox=[920, 1552, 1108, 1566]
second-publication-date: تاریخ انتشار نوبت دوم: ۱۴۰۴/۰۷/۱۵ bbox=[920, 463, 1109, 476]
second-publication-date: تاریخ انتشار نوبت دوم: ۱۴۰۴/۰۷/۰۱ bbox=[1325, 2152, 1514, 2166]
